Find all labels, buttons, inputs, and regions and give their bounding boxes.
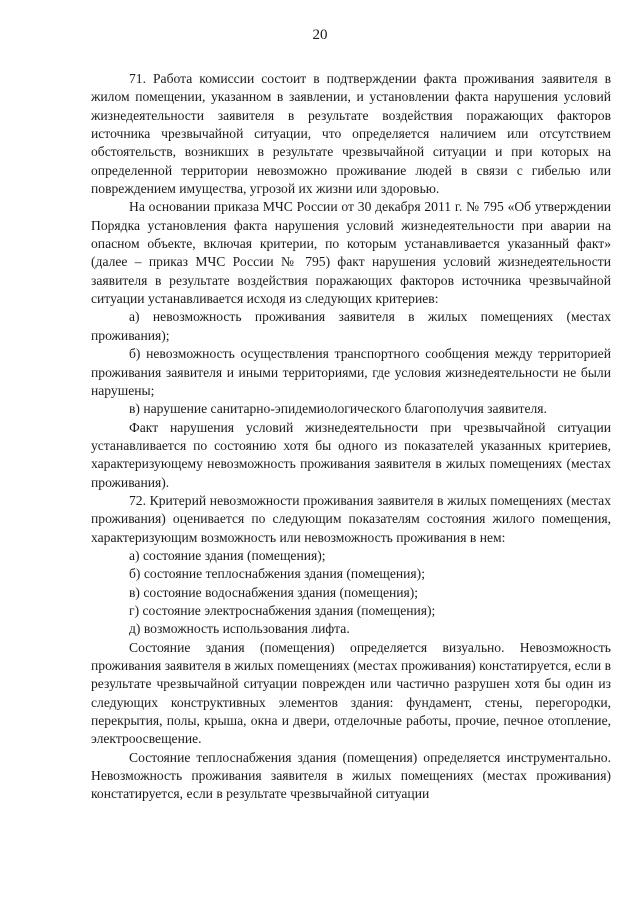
indicator-v: в) состояние водоснабжения здания (помещения);	[129, 584, 419, 600]
paragraph-order-795: На основании приказа МЧС России от 30 декабря 2011 г. № 795 «Об утверждении Порядка установления факта нарушения условий жизнедеятельности при аварии на опасном объекте, включая критерии, по которым устанавливается указанный факт» (далее – приказ МЧС России № 795) факт нарушения условий жизнедеятельности заявителя в результате воздействия поражающих факторов источника чрезвычайной ситуации устанавливается исходя из следующих критериев:	[91, 199, 611, 307]
indicator-d: д) возможность использования лифта.	[129, 621, 350, 637]
paragraph-heating-state: Состояние теплоснабжения здания (помещения) определяется инструментально. Невозможность проживания заявителя в жилых помещениях (местах проживания) констатируется, если в результате чрезвычайной ситуации	[91, 749, 611, 802]
paragraph-building-state: Состояние здания (помещения) определяется визуально. Невозможность проживания заявителя в жилых помещениях (местах проживания) констатируется, если в результате чрезвычайной ситуации поврежден или частично разрушен хотя бы один из следующих конструктивных элементов здания: фундамент, стены, перегородки, перекрытия, полы, крыша, окна и двери, отделочные работы, прочие, печное отопление, электроосвещение.	[91, 639, 611, 747]
criterion-v: в) нарушение санитарно-эпидемиологического благополучия заявителя.	[129, 401, 547, 417]
criterion-a: а) невозможность проживания заявителя в жилых помещениях (местах проживания);	[91, 309, 611, 343]
paragraph-fact: Факт нарушения условий жизнедеятельности при чрезвычайной ситуации устанавливается по состоянию хотя бы одного из показателей указанных критериев, характеризующему невозможность проживания заявителя в жилых помещениях (местах проживания).	[91, 419, 611, 490]
criterion-b: б) невозможность осуществления транспортного сообщения между территорией проживания заявителя и иными территориями, где условия жизнедеятельности не были нарушены;	[91, 346, 611, 398]
paragraph-72: 72. Критерий невозможности проживания заявителя в жилых помещениях (местах проживания) оценивается по следующим показателям состояния жилого помещения, характеризующим возможность или невозможность проживания в нем:	[91, 492, 611, 545]
indicator-g: г) состояние электроснабжения здания (помещения);	[129, 602, 436, 618]
page-number: 20	[312, 27, 328, 43]
paragraph-71: 71. Работа комиссии состоит в подтверждении факта проживания заявителя в жилом помещении, указанном в заявлении, и установлении факта нарушения условий жизнедеятельности заявителя в результате воздействия поражающих факторов источника чрезвычайной ситуации, что определяется наличием или отсутствием обстоятельств, возникших в результате чрезвычайной ситуации и при которых на определенной территории невозможно проживание людей в связи с гибелью или повреждением имущества, угрозой их жизни или здоровью.	[91, 71, 611, 197]
document-body	[91, 70, 611, 804]
indicator-a: а) состояние здания (помещения);	[129, 547, 326, 563]
indicator-b: б) состояние теплоснабжения здания (помещения);	[129, 566, 425, 582]
